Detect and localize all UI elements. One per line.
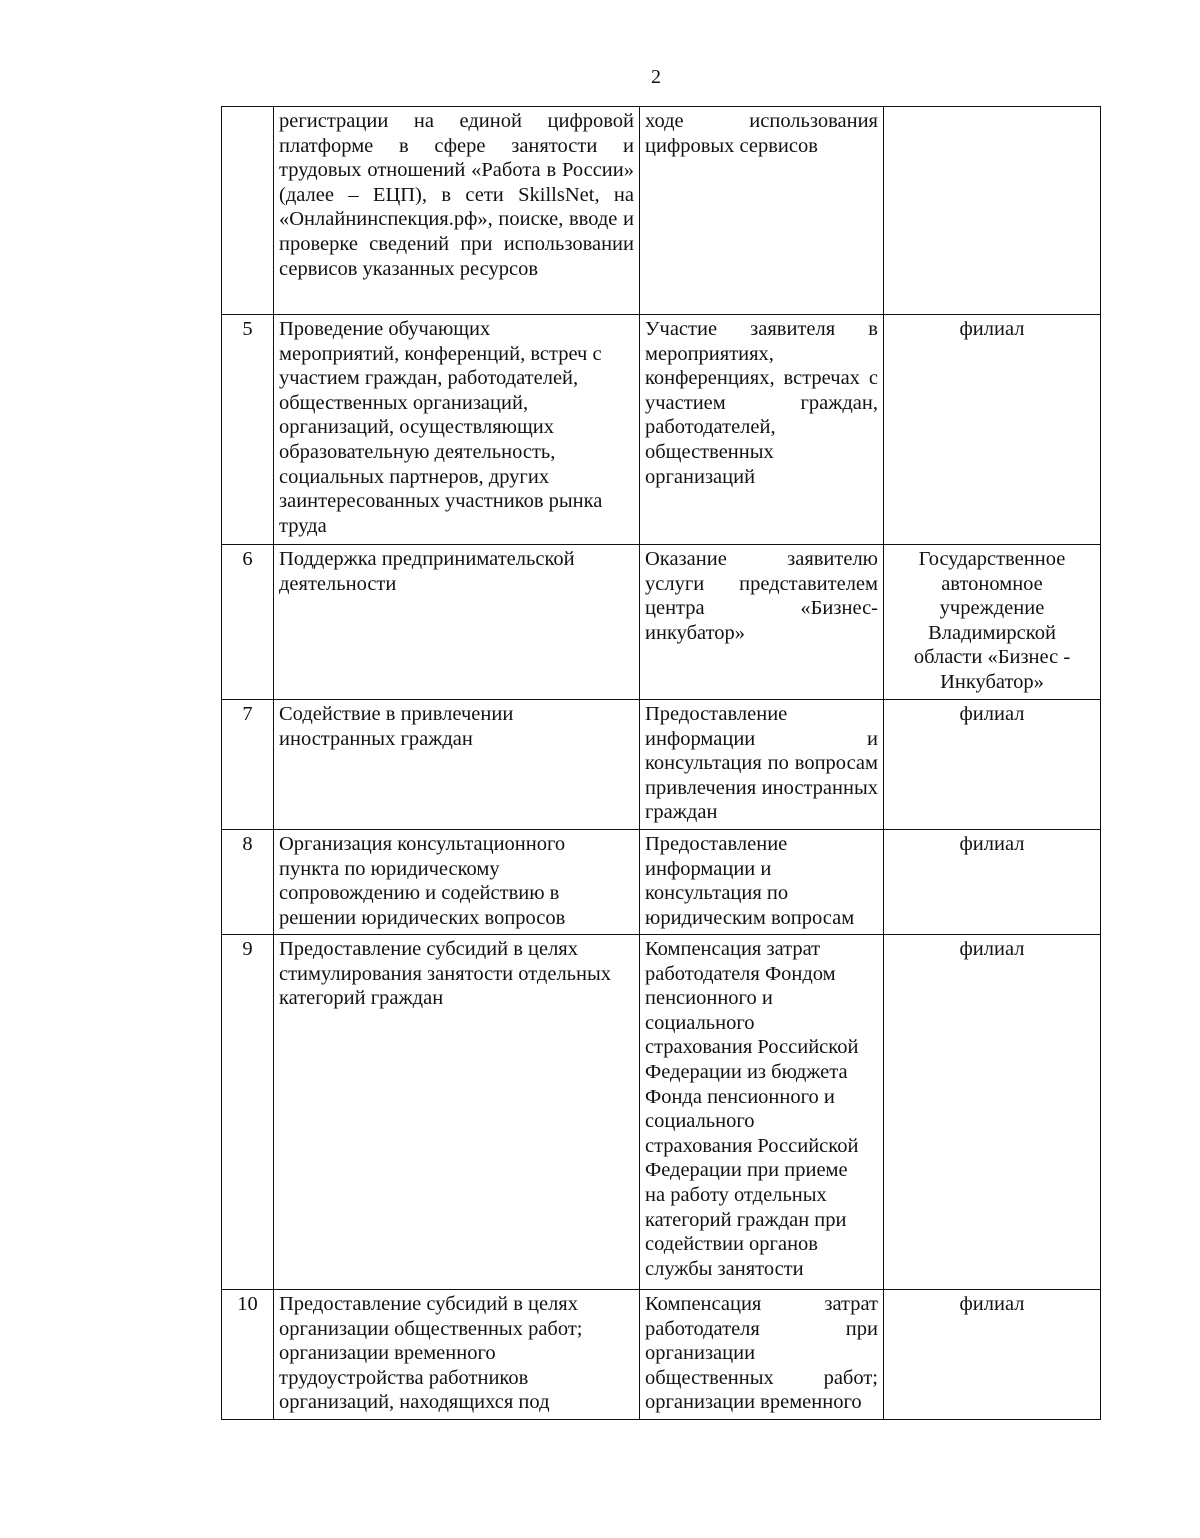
service-text: регистрации на единой цифровой платформе в сфере занятости и трудовых отношений «Работа в России» (далее – ЕЦП), в сети SkillsNet, на «Онлайнинспекция.рф», поиске, вводе и проверке сведений при использовании сервисов указанных ресурсов (279, 110, 634, 280)
service-cell (274, 935, 640, 1290)
service-text: Предоставление субсидий в целях стимулирования занятости отдельных категорий граждан (279, 938, 612, 1010)
content-text: Компенсация затрат работодателя Фондом пенсионного и социального страхования Российской Федерации из бюджета Фонда пенсионного и социального страхования Российской Федерации при приеме на работу отдельных категорий граждан при содействии органов службы занятости (645, 938, 859, 1280)
executor-cell (884, 315, 1101, 545)
service-text: Проведение обучающих мероприятий, конференций, встреч с участием граждан, работодателей, общественных организаций, организаций, осуществляющих образовательную деятельность, социальных партнеров, других заинтересованных участников рынка труда (279, 318, 603, 537)
service-text: Поддержка предпринимательской деятельности (279, 548, 575, 595)
content-text: Предоставление информации и консультация по вопросам привлечения иностранных граждан (645, 703, 878, 824)
content-cell (640, 107, 884, 315)
service-text: Предоставление субсидий в целях организации общественных работ; организации временного трудоустройства работников организаций, находящихся под (279, 1293, 583, 1414)
service-cell (274, 107, 640, 315)
table-row (222, 700, 1101, 830)
executor-cell (884, 545, 1101, 700)
content-text: Компенсация затрат работодателя при организации общественных работ; организации временного (645, 1293, 878, 1414)
service-text: Содействие в привлечении иностранных граждан (279, 703, 514, 750)
row-number: 9 (222, 935, 274, 1290)
table-row (222, 1290, 1101, 1420)
service-text: Организация консультационного пункта по юридическому сопровождению и содействию в решении юридических вопросов (279, 833, 566, 929)
executor-text: филиал (959, 318, 1025, 340)
row-number: 5 (222, 315, 274, 545)
executor-text: Государственное автономное учреждение Владимирской области «Бизнес - Инкубатор» (913, 548, 1071, 693)
table-row (222, 830, 1101, 935)
executor-text: филиал (959, 833, 1025, 855)
executor-cell (884, 107, 1101, 315)
executor-cell (884, 935, 1101, 1290)
table-row (222, 315, 1101, 545)
table-row (222, 107, 1101, 315)
service-cell (274, 1290, 640, 1420)
table-row (222, 545, 1101, 700)
executor-cell (884, 830, 1101, 935)
content-cell (640, 700, 884, 830)
row-number (222, 107, 274, 315)
content-text: Оказание заявителю услуги представителем центра «Бизнес-инкубатор» (645, 548, 878, 644)
service-cell (274, 830, 640, 935)
content-cell (640, 315, 884, 545)
content-cell (640, 545, 884, 700)
row-number: 7 (222, 700, 274, 830)
content-cell (640, 935, 884, 1290)
service-cell (274, 545, 640, 700)
content-text: Участие заявителя в мероприятиях, конференциях, встречах с участием граждан, работодателей, общественных организаций (645, 318, 878, 488)
service-cell (274, 700, 640, 830)
content-cell (640, 1290, 884, 1420)
page-number: 2 (651, 66, 661, 88)
content-cell (640, 830, 884, 935)
row-number: 6 (222, 545, 274, 700)
executor-cell (884, 1290, 1101, 1420)
executor-text: филиал (959, 703, 1025, 725)
services-table (221, 106, 1101, 1420)
content-text: ходе использования цифровых сервисов (645, 110, 878, 157)
row-number: 10 (222, 1290, 274, 1420)
executor-text: филиал (959, 938, 1025, 960)
executor-cell (884, 700, 1101, 830)
content-text: Предоставление информации и консультация по юридическим вопросам (645, 833, 855, 929)
service-cell (274, 315, 640, 545)
executor-text: филиал (959, 1293, 1025, 1315)
table-row (222, 935, 1101, 1290)
row-number: 8 (222, 830, 274, 935)
